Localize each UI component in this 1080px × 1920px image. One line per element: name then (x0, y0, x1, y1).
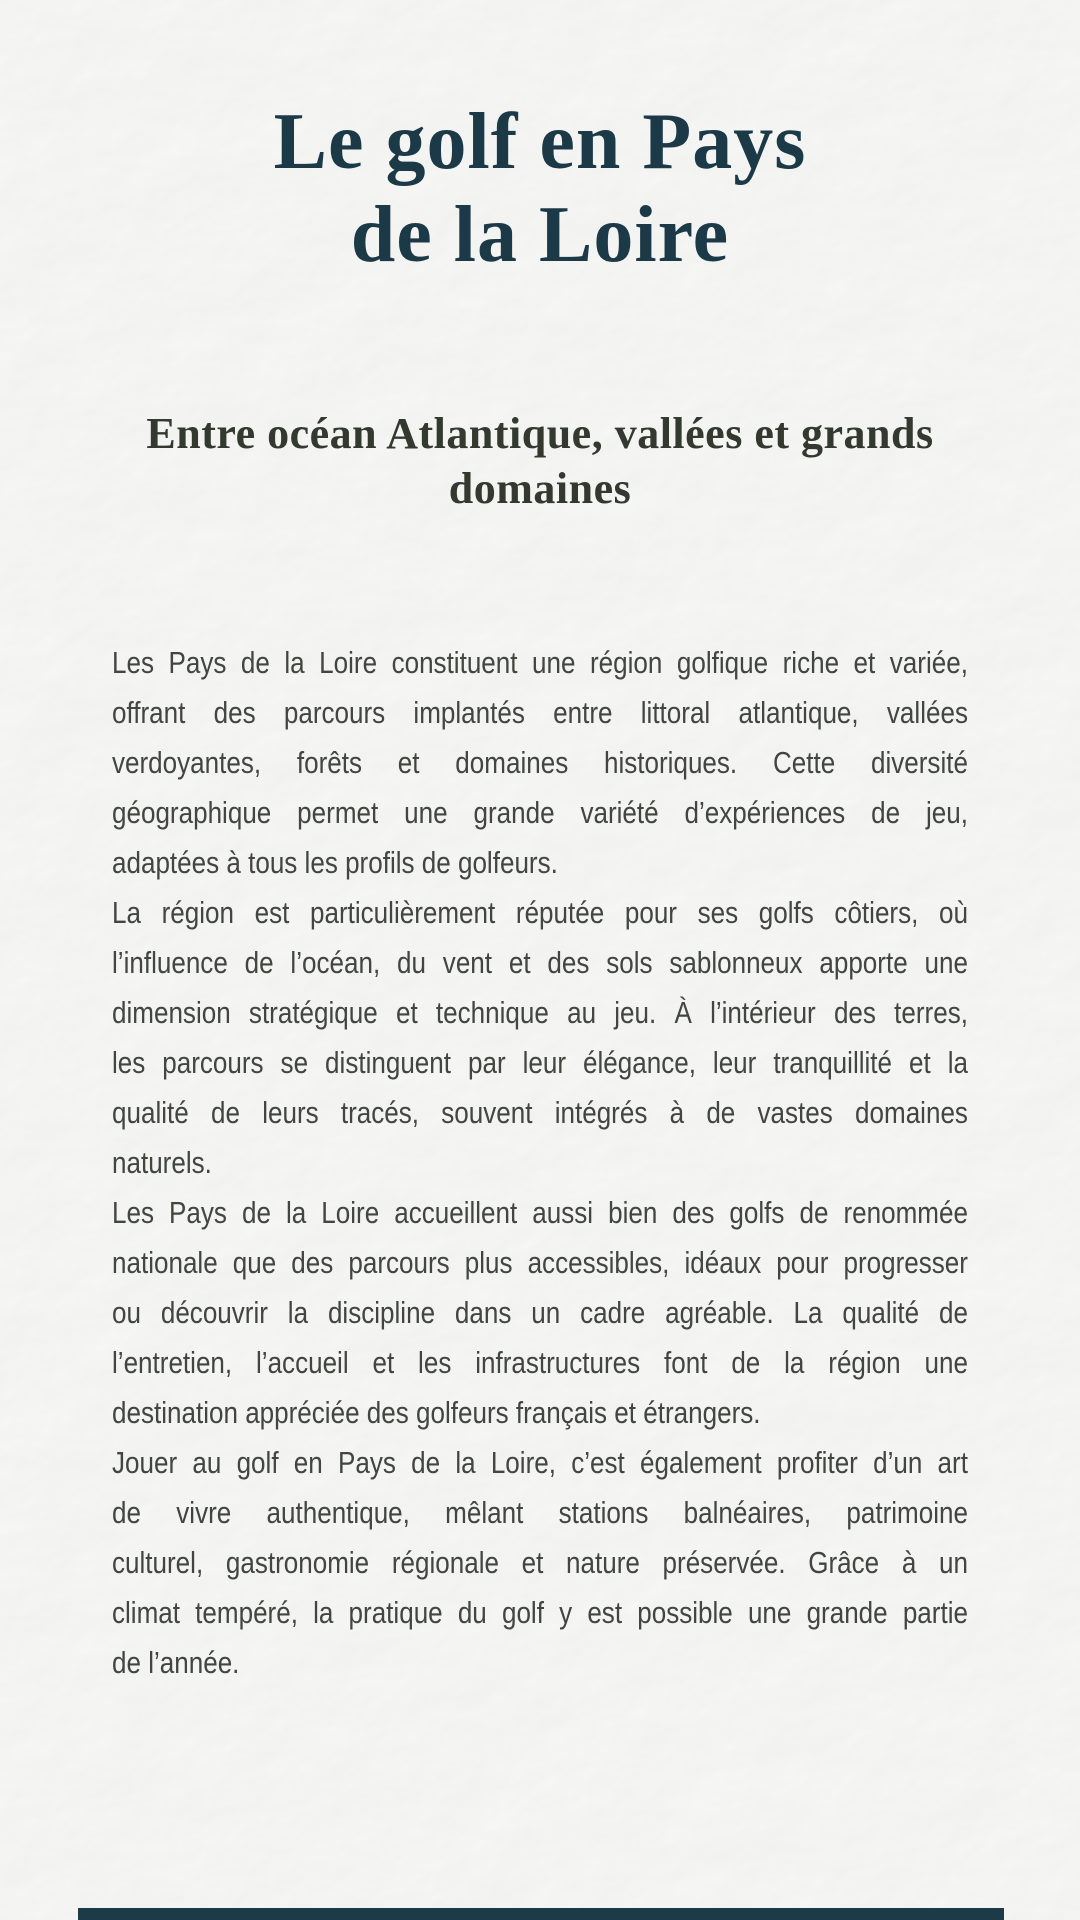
body-text (112, 638, 968, 1688)
body-line: adaptées à tous les profils de golfeurs. (112, 845, 558, 880)
body-line: destination appréciée des golfeurs français et étrangers. (112, 1395, 761, 1430)
body-line: l’influence de l’océan, du vent et des sols sablonneux apporte une (112, 945, 968, 980)
page-title-line-1: Le golf en Pays (273, 98, 807, 186)
body-line: La région est particulièrement réputée pour ses golfs côtiers, où (112, 895, 968, 930)
body-line: de l’année. (112, 1645, 240, 1680)
body-line: dimension stratégique et technique au jeu. À l’intérieur des terres, (112, 995, 968, 1030)
footer-section-edge (78, 1908, 1004, 1920)
body-line: l’entretien, l’accueil et les infrastructures font de la région une (112, 1345, 968, 1380)
body-line: de vivre authentique, mêlant stations balnéaires, patrimoine (112, 1495, 968, 1530)
body-line: ou découvrir la discipline dans un cadre agréable. La qualité de (112, 1295, 968, 1330)
page-subtitle (0, 406, 1080, 516)
body-line: culturel, gastronomie régionale et nature préservée. Grâce à un (112, 1545, 968, 1580)
body-line: verdoyantes, forêts et domaines historiques. Cette diversité (112, 745, 968, 780)
body-line: naturels. (112, 1145, 212, 1180)
body-line: climat tempéré, la pratique du golf y est possible une grande partie (112, 1595, 968, 1630)
page-subtitle-line-2: domaines (448, 464, 632, 513)
body-line: Jouer au golf en Pays de la Loire, c’est également profiter d’un art (112, 1445, 968, 1480)
body-line: nationale que des parcours plus accessibles, idéaux pour progresser (112, 1245, 968, 1280)
body-line: géographique permet une grande variété d’expériences de jeu, (112, 795, 968, 830)
body-line: Les Pays de la Loire accueillent aussi bien des golfs de renommée (112, 1195, 968, 1230)
page-title (0, 0, 1080, 282)
page-subtitle-line-1: Entre océan Atlantique, vallées et grands (146, 409, 934, 458)
body-line: offrant des parcours implantés entre littoral atlantique, vallées (112, 695, 968, 730)
body-line: qualité de leurs tracés, souvent intégrés à de vastes domaines (112, 1095, 968, 1130)
body-line: Les Pays de la Loire constituent une région golfique riche et variée, (112, 645, 968, 680)
body-line: les parcours se distinguent par leur élégance, leur tranquillité et la (112, 1045, 968, 1080)
page-title-line-2: de la Loire (350, 191, 730, 279)
